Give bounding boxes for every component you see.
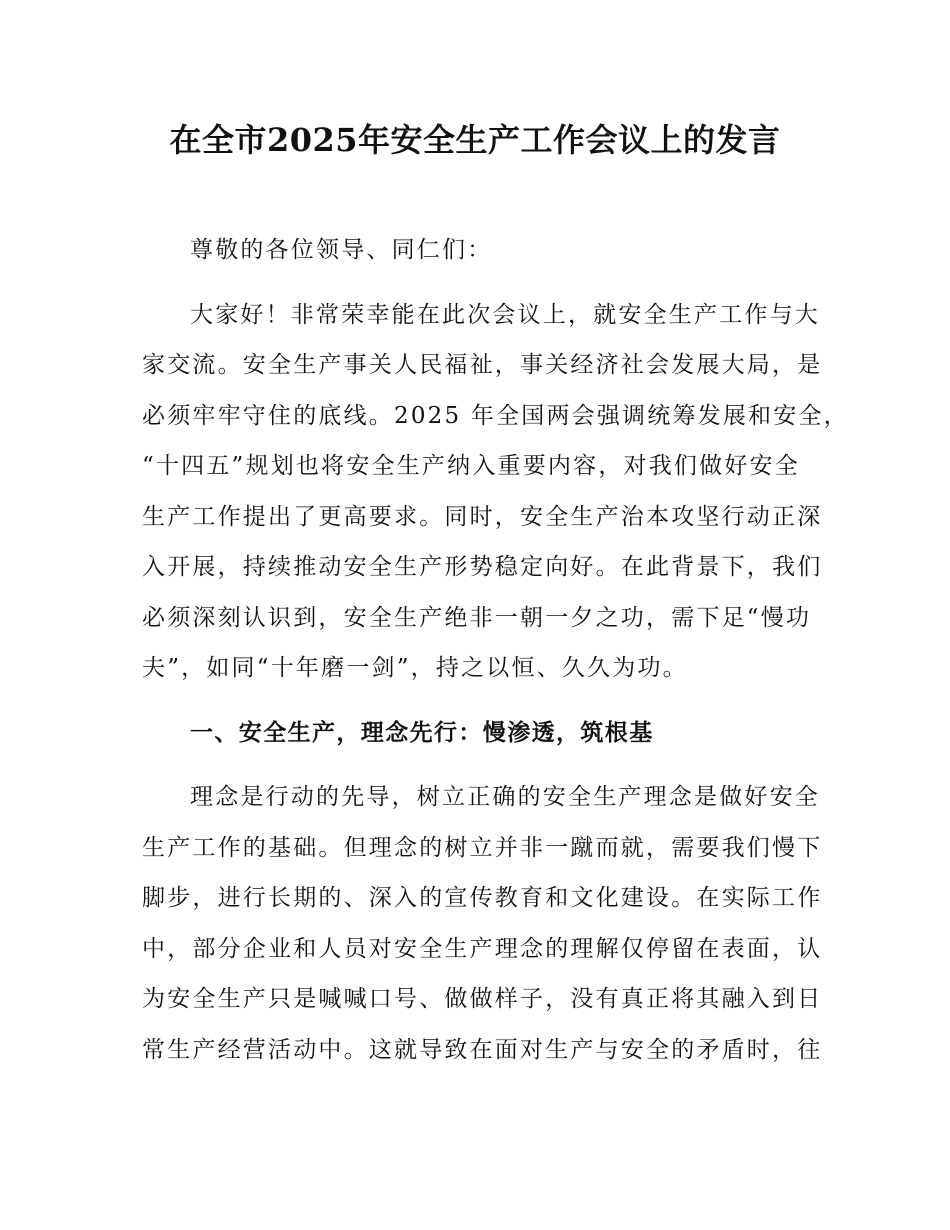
paragraph-line: 脚步，进行长期的、深入的宣传教育和文化建设。在实际工作 (142, 885, 823, 911)
salutation: 尊敬的各位领导、同仁们： (190, 237, 493, 263)
section-paragraph (142, 772, 823, 1075)
paragraph-line: 入开展，持续推动安全生产形势稳定向好。在此背景下，我们 (142, 554, 823, 580)
document-body (142, 225, 849, 1075)
paragraph-line: 必须深刻认识到，安全生产绝非一朝一夕之功，需下足“慢功 (142, 604, 812, 631)
paragraph-line: 理念是行动的先导，树立正确的安全生产理念是做好安全 (190, 784, 820, 810)
paragraph-gap (142, 276, 812, 290)
paragraph-line: 必须牢牢守住的底线。2025 年全国两会强调统筹发展和安全， (142, 402, 849, 429)
paragraph-line: 生产工作提出了更高要求。同时，安全生产治本攻坚行动正深 (142, 503, 823, 530)
paragraph-gap (142, 694, 812, 708)
section-heading: 一、安全生产，理念先行：慢渗透，筑根基 (190, 719, 654, 746)
paragraph-line: 生产工作的基础。但理念的树立并非一蹴而就，需要我们慢下 (142, 834, 823, 861)
paragraph-line: 常生产经营活动中。这就导致在面对生产与安全的矛盾时，往 (142, 1036, 823, 1063)
intro-paragraph (142, 290, 849, 694)
document-title: 在全市2025年安全生产工作会议上的发言 (169, 121, 781, 159)
paragraph-gap (142, 758, 812, 772)
paragraph-line: “十四五”规划也将安全生产纳入重要内容，对我们做好安全 (142, 453, 800, 479)
paragraph-line: 大家好！非常荣幸能在此次会议上，就安全生产工作与大 (190, 301, 820, 328)
paragraph-line: 中，部分企业和人员对安全生产理念的理解仅停留在表面，认 (142, 935, 823, 962)
paragraph-line: 为安全生产只是喊喊口号、做做样子，没有真正将其融入到日 (142, 986, 823, 1012)
paragraph-line: 家交流。安全生产事关人民福祉，事关经济社会发展大局，是 (142, 352, 823, 378)
paragraph-line: 夫”，如同“十年磨一剑”，持之以恒、久久为功。 (142, 655, 688, 681)
